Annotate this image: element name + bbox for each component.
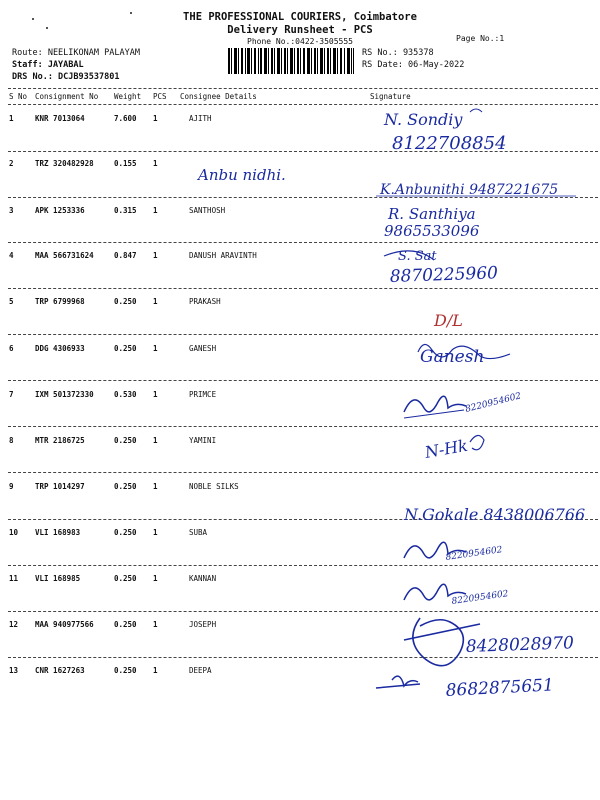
row-pcs: 1 (153, 159, 158, 168)
signature-scribble (376, 676, 420, 688)
row-sno: 3 (9, 206, 14, 215)
row-sno: 4 (9, 251, 14, 260)
row-consignee: JOSEPH (189, 620, 217, 629)
staff-label: Staff: JAYABAL (12, 60, 84, 70)
row-sno: 8 (9, 436, 14, 445)
row-pcs: 1 (153, 251, 158, 260)
row-weight: 0.315 (114, 206, 137, 215)
phone-number: Phone No.:0422-3505555 (247, 37, 353, 46)
route-label: Route: NEELIKONAM PALAYAM (12, 48, 140, 58)
signature-scribble (404, 584, 466, 600)
company-name: THE PROFESSIONAL COURIERS, Coimbatore (183, 11, 417, 23)
document-title: Delivery Runsheet - PCS (227, 24, 373, 36)
signature-row10-number: 8220954602 (445, 545, 504, 563)
row-rule (8, 151, 598, 152)
row-consignee: PRIMCE (189, 390, 217, 399)
signature-row9-sig: N.Gokale 8438006766 (404, 505, 586, 524)
row-pcs: 1 (153, 482, 158, 491)
row-consignee: KANNAN (189, 574, 217, 583)
signature-stroke (418, 344, 510, 358)
row-sno: 12 (9, 620, 19, 629)
row-consignment: APK 1253336 (35, 206, 85, 215)
header-top-rule (8, 88, 598, 89)
row-pcs: 1 (153, 666, 158, 675)
signature-row4-phone: 8870225960 (389, 263, 499, 287)
row-consignee: AJITH (189, 114, 212, 123)
row-weight: 0.250 (114, 344, 137, 353)
row-pcs: 1 (153, 390, 158, 399)
signature-row3-phone: 9865533096 (384, 222, 480, 240)
row-rule (8, 288, 598, 289)
row-consignment: MAA 940977566 (35, 620, 94, 629)
row-consignee: YAMINI (189, 436, 217, 445)
row-pcs: 1 (153, 206, 158, 215)
row-pcs: 1 (153, 436, 158, 445)
signature-scribble (404, 542, 466, 558)
row-consignment: MTR 2186725 (35, 436, 85, 445)
row-rule (8, 657, 598, 658)
row-pcs: 1 (153, 620, 158, 629)
row-pcs: 1 (153, 114, 158, 123)
row-sno: 2 (9, 159, 14, 168)
row-weight: 0.155 (114, 159, 137, 168)
row-sno: 5 (9, 297, 14, 306)
signature-row7-number: 8220954602 (464, 391, 523, 415)
row-weight: 0.250 (114, 574, 137, 583)
row-consignee: PRAKASH (189, 297, 221, 306)
row-weight: 0.250 (114, 482, 137, 491)
row-pcs: 1 (153, 528, 158, 537)
row-consignment: DDG 4306933 (35, 344, 85, 353)
rs-date: RS Date: 06-May-2022 (362, 60, 465, 70)
signature-loop (404, 618, 480, 666)
row-consignee: DANUSH ARAVINTH (189, 251, 257, 260)
row-consignment: MAA 566731624 (35, 251, 94, 260)
row-pcs: 1 (153, 574, 158, 583)
scan-dot (130, 12, 132, 14)
row-rule (8, 519, 598, 520)
col-header-consignment: Consignment No (35, 92, 99, 101)
row-consignee: SANTHOSH (189, 206, 226, 215)
scan-dot (46, 27, 48, 29)
row-weight: 0.250 (114, 666, 137, 675)
row-rule (8, 565, 598, 566)
row-pcs: 1 (153, 344, 158, 353)
row-weight: 0.250 (114, 528, 137, 537)
signature-row13-number: 8682875651 (445, 675, 555, 701)
row-consignee: GANESH (189, 344, 217, 353)
row-consignment: KNR 7013064 (35, 114, 85, 123)
row-consignee: NOBLE SILKS (189, 482, 239, 491)
row-consignment: TRP 1014297 (35, 482, 85, 491)
row-weight: 0.847 (114, 251, 137, 260)
row-consignment: VLI 168983 (35, 528, 81, 537)
row-weight: 0.250 (114, 297, 137, 306)
row-rule (8, 197, 598, 198)
row-pcs: 1 (153, 297, 158, 306)
row-sno: 1 (9, 114, 14, 123)
header-bottom-rule (8, 104, 598, 105)
signature-stroke (470, 435, 484, 449)
signature-row1-phone: 8122708854 (392, 133, 507, 154)
row-rule (8, 334, 598, 335)
rs-number: RS No.: 935378 (362, 48, 434, 58)
signature-row2-sig: K.Anbunithi 9487221675 (380, 182, 559, 198)
signature-row5-mark: D/L (434, 311, 463, 330)
row-weight: 0.250 (114, 436, 137, 445)
row-rule (8, 242, 598, 243)
scan-dot (32, 18, 34, 20)
signature-row1-name: N. Sondiy (384, 110, 463, 129)
row-weight: 0.250 (114, 620, 137, 629)
signature-row2-name: Anbu nidhi. (198, 166, 286, 184)
col-header-pcs: PCS (153, 92, 167, 101)
col-header-signature: Signature (370, 92, 411, 101)
signature-stroke (470, 109, 482, 112)
row-consignment: TRP 6799968 (35, 297, 85, 306)
row-consignee: DEEPA (189, 666, 212, 675)
signature-row12-number: 8428028970 (465, 633, 575, 657)
row-consignee: SUBA (189, 528, 208, 537)
page-number: Page No.:1 (456, 34, 505, 43)
row-weight: 7.600 (114, 114, 137, 123)
row-rule (8, 611, 598, 612)
drs-number: DRS No.: DCJB93537801 (12, 72, 120, 82)
signature-stroke (404, 410, 464, 418)
signature-row11-number: 8220954602 (451, 589, 510, 607)
row-sno: 11 (9, 574, 19, 583)
signature-row6-sig: Ganesh (420, 347, 485, 367)
row-consignment: CNR 1627263 (35, 666, 85, 675)
col-header-sno: S No (9, 92, 28, 101)
signature-row4-name: S. Sat (398, 249, 437, 264)
row-weight: 0.530 (114, 390, 137, 399)
row-sno: 9 (9, 482, 14, 491)
row-consignment: VLI 168985 (35, 574, 81, 583)
row-rule (8, 472, 598, 473)
barcode-image (228, 48, 354, 74)
row-sno: 13 (9, 666, 19, 675)
row-rule (8, 426, 598, 427)
row-consignment: TRZ 320482928 (35, 159, 94, 168)
row-sno: 6 (9, 344, 14, 353)
row-sno: 7 (9, 390, 14, 399)
col-header-consignee: Consignee Details (180, 92, 257, 101)
signature-stroke (384, 251, 434, 260)
signature-row8-mark: N-Hk (423, 435, 470, 462)
signature-scribble (404, 396, 466, 412)
row-sno: 10 (9, 528, 19, 537)
signature-row3-name: R. Santhiya (388, 205, 476, 223)
row-rule (8, 380, 598, 381)
row-consignment: IXM 501372330 (35, 390, 94, 399)
col-header-weight: Weight (114, 92, 142, 101)
